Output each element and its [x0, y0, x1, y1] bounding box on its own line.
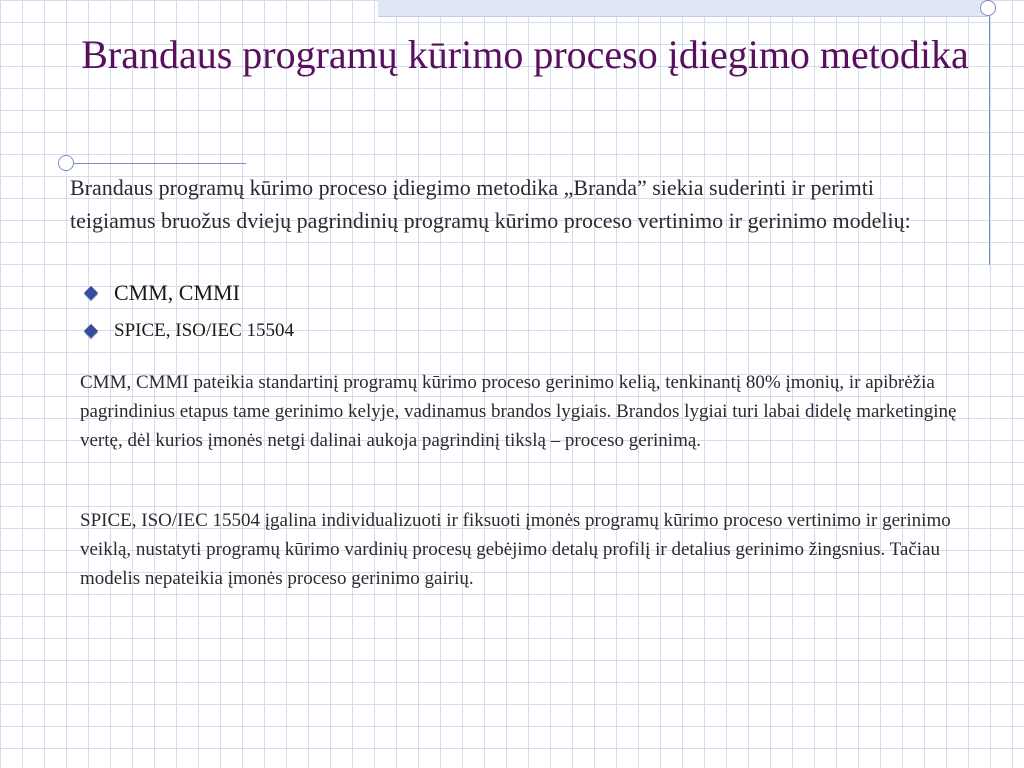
bullet-label: SPICE, ISO/IEC 15504: [114, 320, 294, 341]
diamond-bullet-icon: [84, 286, 98, 300]
slide-title: Brandaus programų kūrimo proceso įdiegimo metodika: [81, 32, 969, 77]
diamond-bullet-icon: [84, 324, 98, 338]
bullet-item-cmm: [80, 275, 294, 311]
bullet-label: CMM, CMMI: [114, 280, 240, 305]
ring-ornament: [58, 155, 74, 171]
bullet-list: [80, 275, 294, 351]
top-ring-ornament: [980, 0, 996, 16]
intro-text: Brandaus programų kūrimo proceso įdiegimo metodika „Branda” siekia suderinti ir perimti teigiamus bruožus dviejų pagrindinių programų kūrimo proceso vertinimo ir gerinimo modelių:: [70, 175, 911, 233]
horizontal-accent-line: [68, 163, 246, 164]
paragraph-spice: SPICE, ISO/IEC 15504 įgalina individualizuoti ir fiksuoti įmonės programų kūrimo proceso vertinimo ir gerinimo veiklą, nustatyti programų kūrimo vardinių procesų gebėjimo detalų profilį ir detalius gerinimo žingsnius. Tačiau modelis nepateikia įmonės proceso gerinimo gairių.: [80, 510, 951, 589]
top-decorative-band: [378, 0, 988, 17]
bullet-item-spice: [80, 311, 294, 351]
paragraph-cmm: CMM, CMMI pateikia standartinį programų kūrimo proceso gerinimo kelią, tenkinantį 80% įmonių, ir apibrėžia pagrindinius etapus tame gerinimo kelyje, vadinamus brandos lygiais. Brandos lygiai turi labai didelę marketinginę vertę, dėl kurios įmonės netgi dalinai aukoja pagrindinį tikslą – proceso gerinimą.: [80, 372, 957, 451]
